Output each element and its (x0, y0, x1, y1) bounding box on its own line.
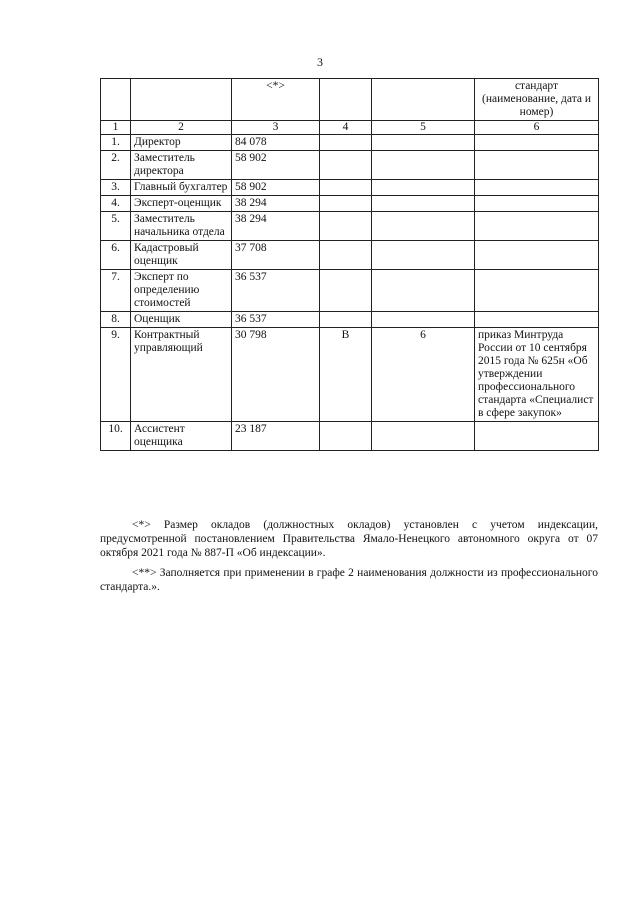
standard-cell: приказ Минтруда России от 10 сентября 2015 года № 625н «Об утверждении профессионального стандарта «Специалист в сфере закупок» (475, 328, 599, 422)
position-name: Эксперт-оценщик (131, 196, 232, 212)
table-row (101, 180, 599, 196)
position-name: Заместитель начальника отдела (131, 212, 232, 241)
table-row (101, 212, 599, 241)
header-cell-3: <*> (232, 79, 320, 121)
category-cell (320, 212, 372, 241)
row-number: 10. (101, 422, 131, 451)
level-cell (372, 180, 475, 196)
level-cell (372, 151, 475, 180)
level-cell (372, 270, 475, 312)
category-cell (320, 422, 372, 451)
column-number: 2 (131, 121, 232, 135)
position-name: Эксперт по определению стоимостей (131, 270, 232, 312)
position-name: Заместитель директора (131, 151, 232, 180)
standard-cell (475, 180, 599, 196)
standard-cell (475, 196, 599, 212)
category-cell (320, 135, 372, 151)
category-cell (320, 196, 372, 212)
row-number: 5. (101, 212, 131, 241)
salary-value: 30 798 (232, 328, 320, 422)
row-number: 8. (101, 312, 131, 328)
header-cell-6: стандарт (наименование, дата и номер) (475, 79, 599, 121)
footnote-salary-indexation: <*> Размер окладов (должностных окладов) установлен с учетом индексации, предусмотренной постановлением Правительства Ямало-Ненецкого автономного округа от 07 октября 2021 года № 887-П «Об индексации». (100, 519, 598, 559)
standard-cell (475, 270, 599, 312)
header-cell-2 (131, 79, 232, 121)
salary-value: 37 708 (232, 241, 320, 270)
table-row (101, 422, 599, 451)
table-row (101, 241, 599, 270)
category-cell (320, 180, 372, 196)
row-number: 9. (101, 328, 131, 422)
column-number: 3 (232, 121, 320, 135)
position-name: Контрактный управляющий (131, 328, 232, 422)
standard-cell (475, 312, 599, 328)
salary-value: 58 902 (232, 151, 320, 180)
level-cell (372, 135, 475, 151)
level-cell (372, 212, 475, 241)
category-cell (320, 270, 372, 312)
standard-cell (475, 422, 599, 451)
standard-cell (475, 241, 599, 270)
row-number: 2. (101, 151, 131, 180)
table-row (101, 312, 599, 328)
table-row (101, 196, 599, 212)
position-name: Главный бухгалтер (131, 180, 232, 196)
column-number: 1 (101, 121, 131, 135)
salary-value: 36 537 (232, 312, 320, 328)
standard-cell (475, 212, 599, 241)
salary-value: 36 537 (232, 270, 320, 312)
position-name: Директор (131, 135, 232, 151)
position-name: Кадастровый оценщик (131, 241, 232, 270)
salary-value: 38 294 (232, 196, 320, 212)
column-numbers-row (101, 121, 599, 135)
table-body (101, 135, 599, 451)
position-name: Оценщик (131, 312, 232, 328)
header-cell-5 (372, 79, 475, 121)
row-number: 1. (101, 135, 131, 151)
level-cell (372, 422, 475, 451)
row-number: 7. (101, 270, 131, 312)
salary-value: 38 294 (232, 212, 320, 241)
column-number: 6 (475, 121, 599, 135)
category-cell: В (320, 328, 372, 422)
salary-table (100, 78, 599, 451)
level-cell (372, 241, 475, 270)
salary-value: 58 902 (232, 180, 320, 196)
page-number: 3 (317, 55, 323, 69)
table-row (101, 328, 599, 422)
row-number: 6. (101, 241, 131, 270)
header-cell-4 (320, 79, 372, 121)
standard-cell (475, 135, 599, 151)
row-number: 3. (101, 180, 131, 196)
header-cell-1 (101, 79, 131, 121)
footnote-professional-standard: <**> Заполняется при применении в графе 2 наименования должности из профессионального стандарта.». (100, 567, 598, 593)
table-row (101, 270, 599, 312)
position-name: Ассистент оценщика (131, 422, 232, 451)
table-row (101, 135, 599, 151)
category-cell (320, 241, 372, 270)
salary-value: 84 078 (232, 135, 320, 151)
category-cell (320, 312, 372, 328)
table-header-row (101, 79, 599, 121)
level-cell: 6 (372, 328, 475, 422)
row-number: 4. (101, 196, 131, 212)
table-row (101, 151, 599, 180)
level-cell (372, 312, 475, 328)
salary-value: 23 187 (232, 422, 320, 451)
standard-cell (475, 151, 599, 180)
footnotes (100, 518, 598, 600)
column-number: 5 (372, 121, 475, 135)
category-cell (320, 151, 372, 180)
column-number: 4 (320, 121, 372, 135)
level-cell (372, 196, 475, 212)
